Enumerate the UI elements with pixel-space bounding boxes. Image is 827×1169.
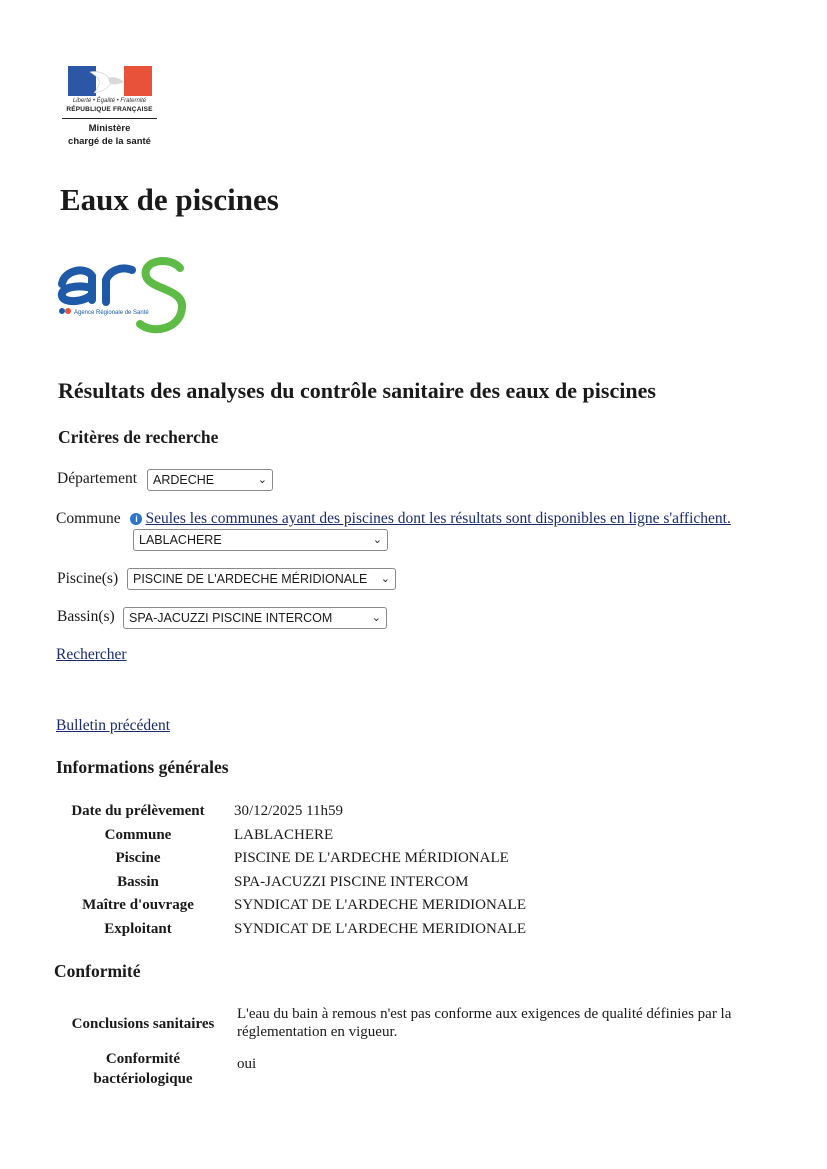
search-heading: Critères de recherche: [58, 427, 219, 447]
chevron-down-icon: ⌄: [371, 612, 381, 624]
piscine-label: Piscine(s): [57, 570, 119, 587]
chevron-down-icon: ⌄: [380, 573, 390, 585]
table-row: [60, 1043, 750, 1089]
row-value: SYNDICAT DE L'ARDECHE MERIDIONALE: [234, 920, 526, 937]
chevron-down-icon: ⌄: [372, 534, 382, 546]
ars-logo-icon: [56, 254, 191, 338]
row-label: Commune: [104, 826, 172, 843]
marianne-flag-icon: [68, 66, 152, 96]
table-row: [60, 918, 526, 942]
page-title: Eaux de piscines: [60, 182, 279, 217]
search-button[interactable]: Rechercher: [56, 646, 127, 663]
row-label: Maître d'ouvrage: [82, 897, 194, 914]
general-info-table: [60, 800, 526, 941]
table-row: [60, 800, 526, 824]
table-row: [60, 871, 526, 895]
ars-tagline: Agence Régionale de Santé: [74, 310, 149, 316]
bacterio-label-line-2: bactériologique: [93, 1071, 193, 1087]
departement-value: ARDECHE: [153, 473, 215, 487]
table-row: [60, 894, 526, 918]
row-label: Piscine: [115, 850, 161, 867]
commune-select[interactable]: [133, 529, 388, 551]
row-value: LABLACHERE: [234, 826, 334, 843]
bacterio-label-line-1: Conformité: [105, 1051, 181, 1067]
motto-text: Liberté • Égalité • Fraternité: [72, 98, 147, 104]
logo-divider: [62, 118, 157, 119]
conclusions-label: Conclusions sanitaires: [71, 1016, 215, 1032]
ministry-line-1: Ministère: [88, 123, 131, 134]
departement-label: Département: [57, 470, 138, 487]
ministry-name: [62, 122, 157, 148]
bassin-label: Bassin(s): [57, 608, 115, 625]
row-value: SPA-JACUZZI PISCINE INTERCOM: [234, 873, 469, 890]
bassin-select[interactable]: [123, 607, 387, 629]
row-value: PISCINE DE L'ARDECHE MÉRIDIONALE: [234, 850, 509, 867]
row-label: Date du prélèvement: [71, 803, 205, 820]
conclusions-value: L'eau du bain à remous n'est pas conforme aux exigences de qualité définies par la réglementation en vigueur.: [237, 1006, 732, 1040]
commune-label: Commune: [56, 510, 121, 527]
general-info-heading: Informations générales: [56, 757, 229, 777]
info-icon: i: [130, 513, 142, 525]
piscine-value: PISCINE DE L'ARDECHE MÉRIDIONALE: [133, 572, 368, 586]
conformity-table: [60, 1005, 750, 1089]
ministry-line-2: chargé de la santé: [68, 136, 151, 147]
commune-value: LABLACHERE: [139, 533, 222, 547]
piscine-select[interactable]: [127, 568, 396, 590]
main-title: Résultats des analyses du contrôle sanitaire des eaux de piscines: [58, 378, 656, 403]
table-row: [60, 1005, 750, 1043]
bacterio-label: [60, 1043, 230, 1089]
table-row: [60, 847, 526, 871]
bacterio-value: oui: [237, 1056, 257, 1072]
row-label: Bassin: [117, 873, 159, 890]
row-value: 30/12/2025 11h59: [234, 803, 344, 820]
previous-bulletin-link[interactable]: Bulletin précédent: [56, 717, 171, 734]
commune-row: [56, 508, 756, 529]
commune-note-link[interactable]: Seules les communes ayant des piscines dont les résultats sont disponibles en ligne s'affichent.: [145, 510, 731, 527]
departement-select[interactable]: [147, 469, 273, 491]
bassin-value: SPA-JACUZZI PISCINE INTERCOM: [129, 611, 333, 625]
chevron-down-icon: ⌄: [257, 474, 267, 486]
conformity-heading: Conformité: [54, 961, 141, 981]
row-label: Exploitant: [104, 920, 172, 937]
table-row: [60, 824, 526, 848]
republic-text: RÉPUBLIQUE FRANÇAISE: [66, 106, 153, 113]
row-value: SYNDICAT DE L'ARDECHE MERIDIONALE: [234, 897, 526, 914]
